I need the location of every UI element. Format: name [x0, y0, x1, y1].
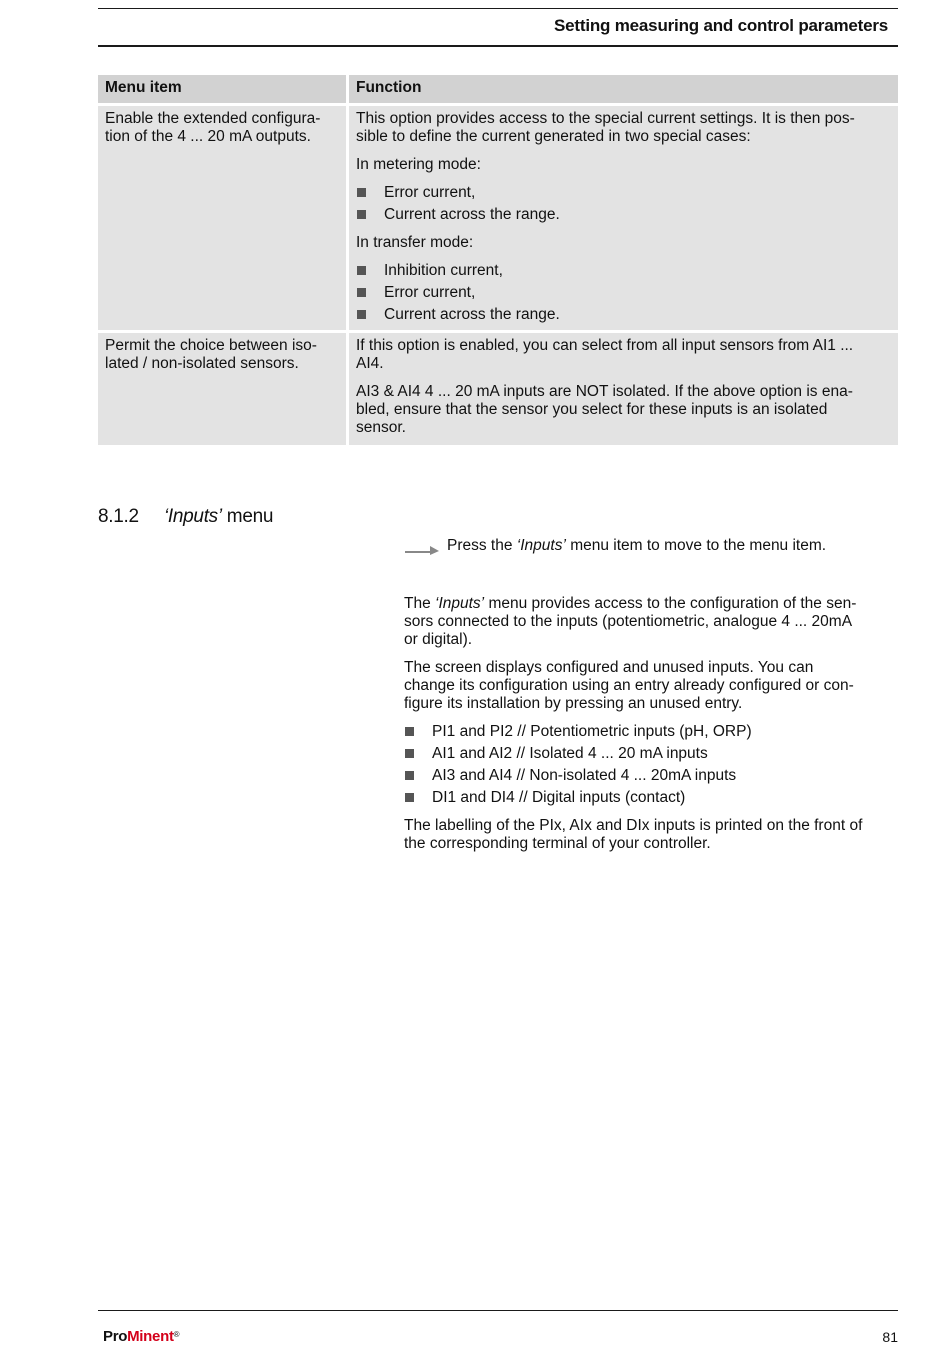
page-header-title: Setting measuring and control parameters [554, 16, 888, 35]
list-item-text: Error current, [384, 284, 476, 301]
text-line: The screen displays configured and unused inputs. You can [404, 659, 814, 676]
list-item [404, 745, 898, 763]
text-line: sible to define the current generated in two special cases: [356, 128, 751, 145]
body-paragraph [404, 659, 898, 713]
list-item [356, 206, 891, 224]
metering-mode-label: In metering mode: [356, 156, 481, 173]
prominent-logo [103, 1328, 179, 1346]
menu-item-cell [98, 106, 346, 330]
menu-item-text: Enable the extended configura- [105, 110, 321, 127]
list-item [356, 184, 891, 202]
footer-rule [98, 1310, 898, 1311]
square-bullet-icon [405, 727, 414, 736]
list-item-text: Inhibition current, [384, 262, 503, 279]
function-intro [356, 110, 891, 146]
italic-term: ‘Inputs’ [435, 595, 485, 612]
section-title-italic: ‘Inputs’ [164, 506, 222, 527]
function-cell [349, 106, 898, 330]
logo-part: Pro [103, 1328, 128, 1345]
text-span: menu item to move to the menu item. [565, 537, 827, 554]
inputs-list [404, 723, 898, 807]
menu-item-column-header: Menu item [98, 75, 346, 103]
square-bullet-icon [405, 793, 414, 802]
list-item-text: PI1 and PI2 // Potentiometric inputs (pH, ORP) [432, 723, 752, 740]
table-header-row [98, 75, 898, 103]
square-bullet-icon [357, 288, 366, 297]
square-bullet-icon [357, 210, 366, 219]
list-item-text: DI1 and DI4 // Digital inputs (contact) [432, 789, 686, 806]
list-item [356, 306, 891, 324]
square-bullet-icon [357, 188, 366, 197]
transfer-mode-label: In transfer mode: [356, 234, 474, 251]
text-line: the corresponding terminal of your controller. [404, 835, 711, 852]
transfer-mode-list [356, 262, 891, 324]
square-bullet-icon [405, 771, 414, 780]
parameter-table [98, 75, 898, 445]
section-title-rest: menu [221, 506, 274, 527]
metering-mode-list [356, 184, 891, 224]
list-item [404, 723, 898, 741]
square-bullet-icon [357, 266, 366, 275]
text-line: AI4. [356, 355, 384, 372]
text-span: The [404, 595, 436, 612]
section-heading [98, 506, 273, 528]
square-bullet-icon [405, 749, 414, 758]
top-rule [98, 8, 898, 9]
text-span: Press the [447, 537, 517, 554]
menu-item-cell [98, 333, 346, 445]
instruction-text [447, 537, 898, 555]
text-line: If this option is enabled, you can select from all input sensors from AI1 ... [356, 337, 854, 354]
square-bullet-icon [357, 310, 366, 319]
body-paragraph [404, 817, 898, 853]
list-item-text: AI3 and AI4 // Non-isolated 4 ... 20mA inputs [432, 767, 737, 784]
list-item [404, 767, 898, 785]
function-paragraph [356, 337, 891, 373]
list-item [356, 262, 891, 280]
instruction-step [404, 537, 898, 555]
function-cell [349, 333, 898, 445]
list-item-text: Current across the range. [384, 306, 560, 323]
menu-item-text: tion of the 4 ... 20 mA outputs. [105, 128, 311, 145]
text-line: change its configuration using an entry already configured or con- [404, 677, 854, 694]
function-column-header: Function [349, 75, 898, 103]
text-line: bled, ensure that the sensor you select for these inputs is an isolated [356, 401, 828, 418]
header-rule [98, 45, 898, 47]
list-item-text: Error current, [384, 184, 476, 201]
registered-mark: ® [173, 1330, 180, 1339]
text-line: sors connected to the inputs (potentiometric, analogue 4 ... 20mA [404, 613, 853, 630]
italic-term: ‘Inputs’ [516, 537, 566, 554]
menu-item-text: lated / non-isolated sensors. [105, 355, 299, 372]
instruction-arrow-icon [404, 541, 440, 555]
table-row [98, 333, 898, 445]
logo-part: Minent [127, 1328, 174, 1345]
section-body [404, 595, 898, 863]
menu-item-text: Permit the choice between iso- [105, 337, 317, 354]
text-line: sensor. [356, 419, 406, 436]
text-line: or digital). [404, 631, 473, 648]
list-item-text: AI1 and AI2 // Isolated 4 ... 20 mA inputs [432, 745, 708, 762]
text-span: menu provides access to the configuration of the sen- [484, 595, 857, 612]
list-item [356, 284, 891, 302]
body-paragraph [404, 595, 898, 649]
function-paragraph [356, 383, 891, 437]
text-line: AI3 & AI4 4 ... 20 mA inputs are NOT isolated. If the above option is ena- [356, 383, 853, 400]
text-line: The labelling of the PIx, AIx and DIx inputs is printed on the front of [404, 817, 863, 834]
list-item-text: Current across the range. [384, 206, 560, 223]
text-line: This option provides access to the special current settings. It is then pos- [356, 110, 855, 127]
section-number: 8.1.2 [98, 506, 139, 527]
page-number: 81 [882, 1329, 898, 1345]
text-line: figure its installation by pressing an unused entry. [404, 695, 743, 712]
table-row [98, 106, 898, 330]
list-item [404, 789, 898, 807]
